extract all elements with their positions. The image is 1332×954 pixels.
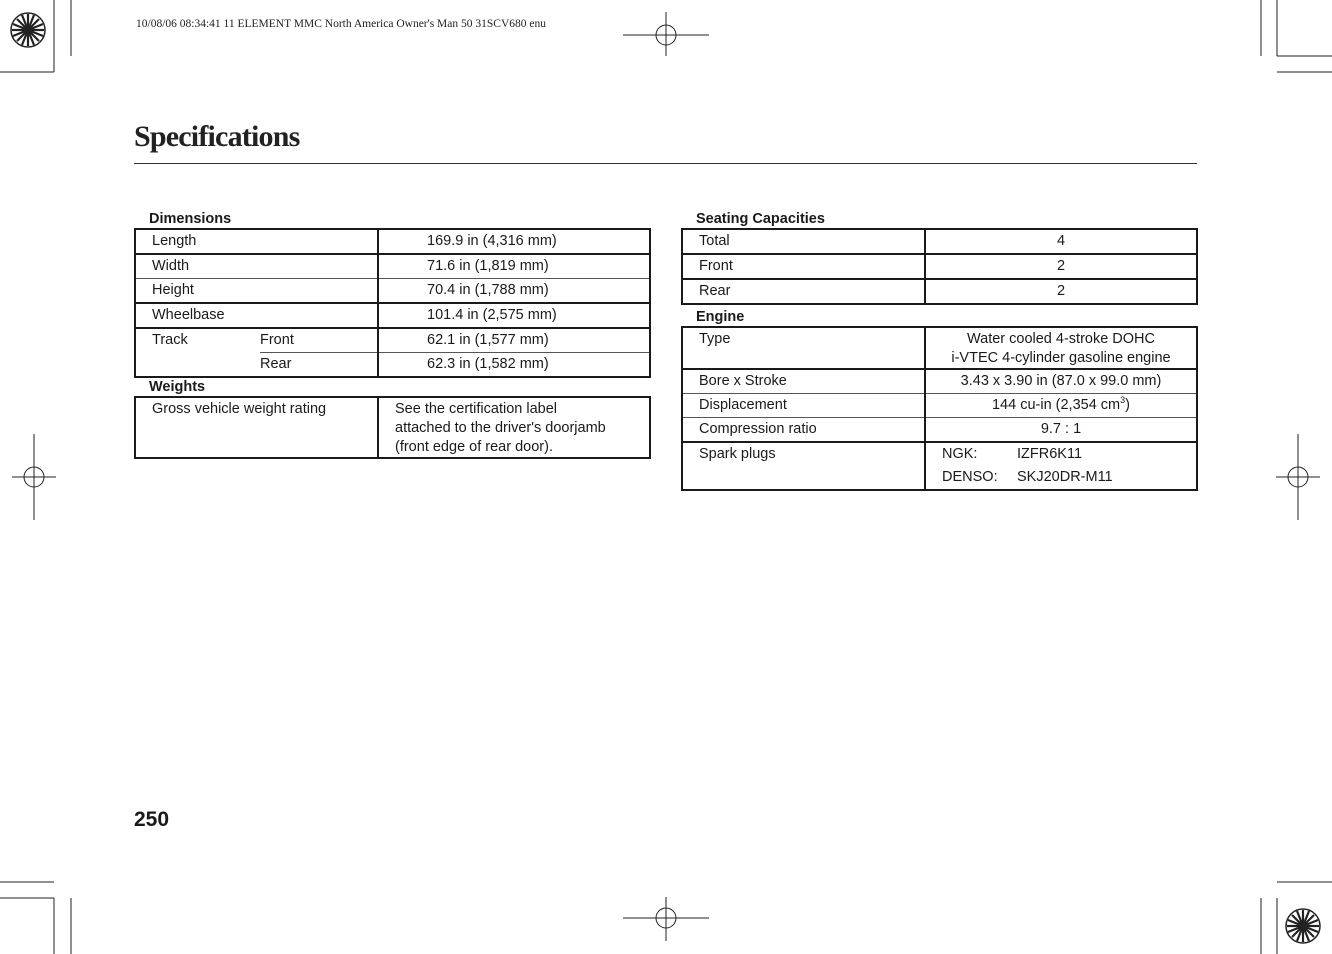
engine-type-line1: Water cooled 4-stroke DOHC	[966, 331, 1156, 347]
track-front-label: Front	[260, 332, 294, 348]
seating-rear-label: Rear	[682, 279, 925, 304]
engine-type-line2: i-VTEC 4-cylinder gasoline engine	[951, 350, 1171, 366]
table-row	[682, 418, 1197, 443]
engine-type-label: Type	[682, 327, 925, 369]
track-rear-label: Rear	[260, 356, 292, 372]
seating-table	[681, 228, 1198, 305]
engine-table	[681, 326, 1198, 491]
crosshair-icon-top	[623, 12, 709, 56]
engine-type-value-cell	[925, 327, 1197, 369]
length-value: 169.9 in (4,316 mm)	[378, 229, 650, 254]
wheelbase-value: 101.4 in (2,575 mm)	[378, 303, 650, 328]
height-value: 70.4 in (1,788 mm)	[378, 279, 650, 304]
ngk-brand: NGK:	[942, 446, 978, 462]
gvwr-value-line3: (front edge of rear door).	[395, 439, 553, 455]
spark-plugs-value-cell	[925, 442, 1197, 490]
length-label: Length	[135, 229, 378, 254]
gvwr-label: Gross vehicle weight rating	[135, 397, 378, 458]
engine-heading: Engine	[696, 309, 745, 325]
gvwr-value-line1: See the certification label	[395, 401, 558, 417]
crosshair-icon-left	[12, 434, 56, 520]
dimensions-table	[134, 228, 651, 378]
displacement-value-cell	[925, 394, 1197, 418]
displacement-label: Displacement	[682, 394, 925, 418]
title-divider	[134, 163, 1197, 164]
seating-front-label: Front	[682, 254, 925, 279]
wheelbase-label: Wheelbase	[135, 303, 378, 328]
bore-stroke-label: Bore x Stroke	[682, 369, 925, 394]
seating-total-value: 4	[925, 229, 1197, 254]
gvwr-value-line2: attached to the driver's doorjamb	[395, 420, 606, 436]
table-row	[135, 303, 650, 328]
weights-table	[134, 396, 651, 459]
displacement-close: )	[1125, 397, 1130, 413]
width-label: Width	[135, 254, 378, 279]
table-row	[135, 328, 650, 377]
gvwr-value-cell	[378, 397, 650, 458]
dimensions-heading: Dimensions	[149, 211, 232, 227]
table-row	[682, 394, 1197, 418]
page-title: Specifications	[134, 120, 300, 153]
starburst-icon-top-left	[11, 13, 45, 47]
crop-marks-bottom-left	[0, 882, 71, 954]
seating-rear-value: 2	[925, 279, 1197, 304]
track-rear-value: 62.3 in (1,582 mm)	[379, 352, 649, 376]
track-cell	[135, 328, 378, 377]
seating-front-value: 2	[925, 254, 1197, 279]
table-row	[135, 229, 650, 254]
seating-heading: Seating Capacities	[696, 211, 825, 227]
table-row	[682, 442, 1197, 490]
crosshair-icon-bottom	[623, 897, 709, 941]
table-row	[682, 254, 1197, 279]
spark-plugs-label: Spark plugs	[682, 442, 925, 490]
denso-brand: DENSO:	[942, 469, 998, 485]
track-values-cell	[378, 328, 650, 377]
width-value: 71.6 in (1,819 mm)	[378, 254, 650, 279]
table-row	[135, 279, 650, 304]
displacement-superscript: 3	[1120, 395, 1126, 406]
track-front-value: 62.1 in (1,577 mm)	[427, 332, 549, 348]
table-row	[682, 327, 1197, 369]
track-label: Track	[152, 332, 188, 348]
weights-heading: Weights	[149, 379, 206, 395]
page-number: 250	[134, 808, 170, 831]
crosshair-icon-right	[1276, 434, 1320, 520]
ngk-part: IZFR6K11	[1017, 446, 1083, 462]
denso-part: SKJ20DR-M11	[1017, 469, 1113, 485]
compression-ratio-value: 9.7 : 1	[925, 418, 1197, 443]
height-label: Height	[135, 279, 378, 304]
crop-marks-top-right	[1261, 0, 1332, 72]
table-row	[682, 369, 1197, 394]
displacement-value: 144 cu-in (2,354 cm	[991, 397, 1121, 413]
table-row	[135, 397, 650, 458]
compression-ratio-label: Compression ratio	[682, 418, 925, 443]
seating-total-label: Total	[682, 229, 925, 254]
bore-stroke-value: 3.43 x 3.90 in (87.0 x 99.0 mm)	[925, 369, 1197, 394]
table-row	[135, 254, 650, 279]
table-row	[682, 229, 1197, 254]
table-row	[682, 279, 1197, 304]
print-header: 10/08/06 08:34:41 11 ELEMENT MMC North America Owner's Man 50 31SCV680 enu	[136, 18, 546, 30]
starburst-icon-bottom-right	[1286, 909, 1320, 943]
